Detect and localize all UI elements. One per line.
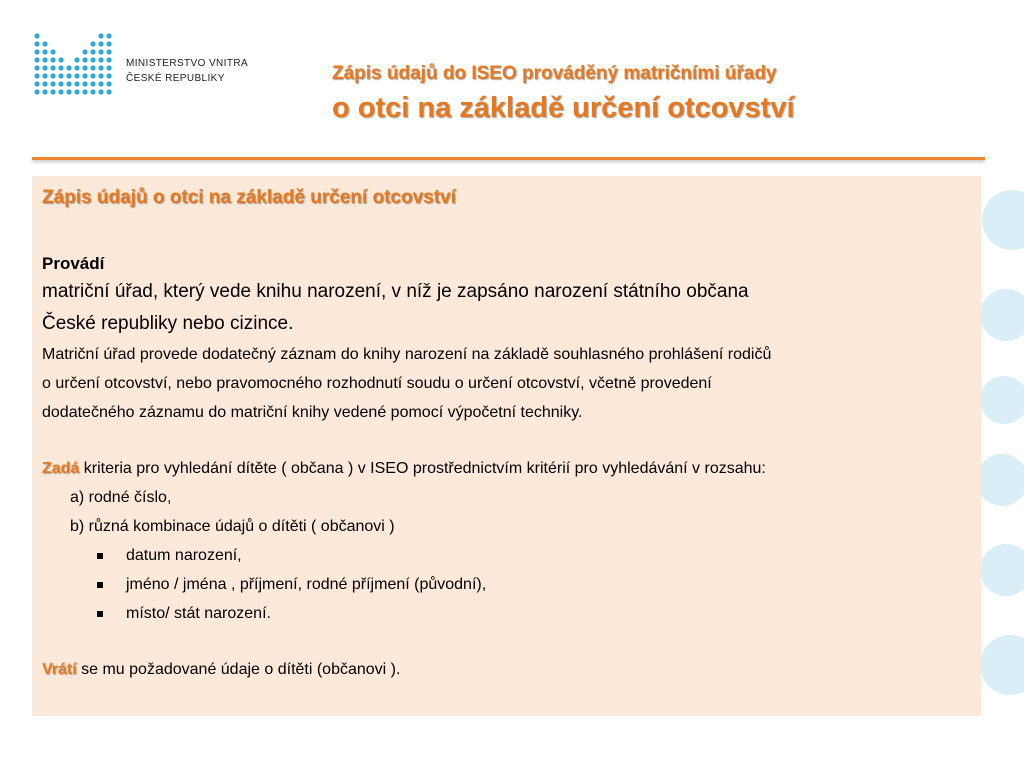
spacer — [42, 628, 971, 655]
zada-text: kriteria pro vyhledání dítěte ( občana ) v ISEO prostřednictvím kritérií pro vyhledávání v rozsahu: — [79, 460, 766, 477]
note-line1: Matriční úřad provede dodatečný záznam do knihy narození na základě souhlasného prohlášení rodičů — [42, 346, 772, 363]
vrati-paragraph — [42, 655, 971, 684]
provadi-text-line1: matriční úřad, který vede knihu narození, v níž je zapsáno narození státního občana — [42, 281, 749, 302]
zada-paragraph — [42, 454, 971, 483]
vrati-text: se mu požadované údaje o dítěti (občanovi ). — [76, 661, 401, 678]
bullet-item — [42, 570, 971, 599]
slide-title-line1: Zápis údajů do ISEO prováděný matričními úřady — [332, 63, 777, 84]
zada-label: Zadá — [42, 460, 80, 477]
slide-title-line2: o otci na základě určení otcovství — [332, 92, 795, 124]
bullet-square-icon — [97, 611, 103, 617]
provadi-label: Provádí — [42, 254, 105, 273]
content-panel — [32, 176, 981, 716]
bullet-text: místo/ stát narození. — [126, 605, 271, 622]
bullet-item — [42, 599, 971, 628]
bullet-text: jméno / jména , příjmení, rodné příjmení (původní), — [126, 576, 487, 593]
orange-divider — [32, 157, 985, 160]
ministry-logo-icon — [34, 33, 114, 97]
bullet-square-icon — [97, 553, 103, 559]
bullet-item — [42, 541, 971, 570]
bullet-square-icon — [97, 582, 103, 588]
provadi-text-line2: České republiky nebo cizince. — [42, 313, 294, 334]
criteria-item-b: b) různá kombinace údajů o dítěti ( občanovi ) — [70, 518, 395, 535]
logo-line1: MINISTERSTVO VNITRA — [126, 58, 249, 69]
bullet-text: datum narození, — [126, 547, 242, 564]
vrati-label: Vrátí — [42, 661, 77, 678]
ministry-logo-text — [126, 56, 248, 86]
spacer — [42, 427, 971, 454]
logo-line2: ČESKÉ REPUBLIKY — [126, 73, 225, 84]
criteria-item-a: a) rodné číslo, — [70, 489, 172, 506]
note-line3: dodatečného záznamu do matriční knihy vedené pomocí výpočetní techniky. — [42, 404, 583, 421]
content-heading: Zápis údajů o otci na základě určení otcovství — [42, 187, 456, 208]
note-line2: o určení otcovství, nebo pravomocného rozhodnutí soudu o určení otcovství, včetně provedení — [42, 375, 712, 392]
